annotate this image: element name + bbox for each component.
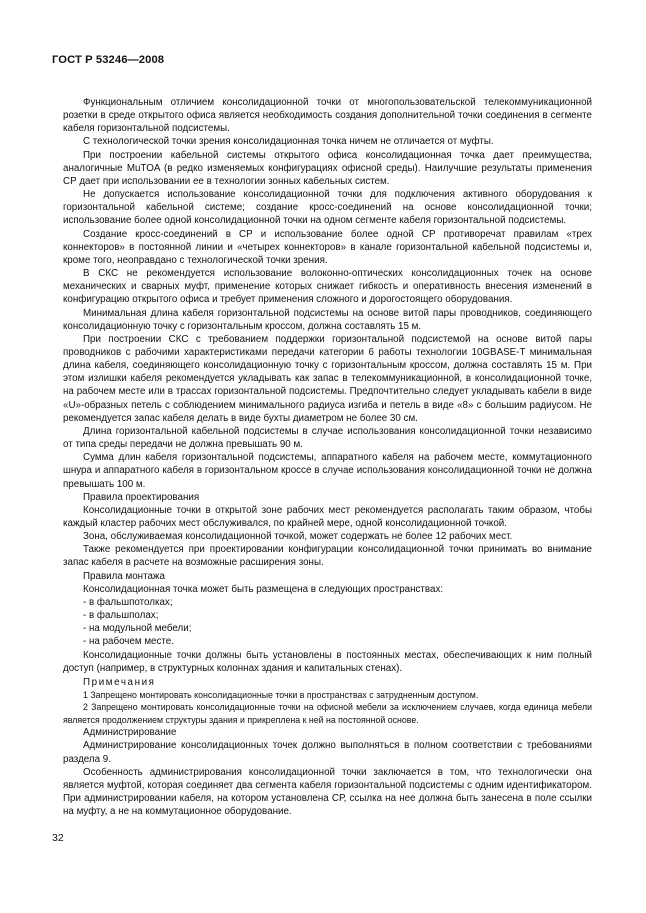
page-number: 32: [52, 832, 64, 844]
note-item: 2 Запрещено монтировать консолидационные точки на офисной мебели за исключением случаев, когда единица мебели является продолжением структуры здания и прикреплена к ней на постоянной основе.: [63, 702, 592, 725]
section-heading-design: Правила проектирования: [83, 491, 200, 503]
paragraph: В СКС не рекомендуется использование волоконно-оптических консолидационных точек на основе механических и сварных муфт, применение которых снижает гибкость и оперативность внесения изменений в конфигурацию открытого офиса и требует применения сложного и дорогостоящего оборудования.: [63, 268, 592, 306]
list-item: - в фальшпотолках;: [83, 596, 173, 608]
paragraph: Длина горизонтальной кабельной подсистемы в случае использования консолидационной точки независимо от типа среды передачи не должна превышать 90 м.: [63, 425, 592, 451]
paragraph: Администрирование консолидационных точек должно выполняться в полном соответствии с требованиями раздела 9.: [63, 740, 592, 765]
paragraph: Сумма длин кабеля горизонтальной подсистемы, аппаратного кабеля на рабочем месте, коммутационного шнура и аппаратного кабеля в горизонтальном кроссе в случае использования консолидационной точки не должна превышать 100 м.: [63, 452, 592, 490]
section-heading-installation: Правила монтажа: [83, 570, 165, 582]
paragraph: Консолидационные точки в открытой зоне рабочих мест рекомендуется располагать таким образом, чтобы каждый кластер рабочих мест обслуживался, по крайней мере, одной консолидационной точкой.: [63, 504, 592, 529]
document-body: [63, 96, 592, 818]
paragraph: Особенность администрирования консолидационной точки заключается в том, что технологически она является муфтой, которая соединяет два сегмента кабеля горизонтальной подсистемы с одним идентификатором. При администрировании кабеля, на котором установлена СР, ссылка на нее должна быть занесена в поле ссылки на муфту, а не на коммутационное оборудование.: [63, 766, 592, 818]
section-heading-administration: Администрирование: [83, 727, 177, 739]
notes-title: Примечания: [83, 676, 156, 688]
paragraph: Создание кросс-соединений в СР и использование более одной СР противоречат правилам «трех коннекторов» в постоянной линии и «четырех коннекторов» в канале горизонтальной кабельной подсистемы и, кроме того, неоправдано с технологической точки зрения.: [63, 228, 592, 266]
document-header: ГОСТ Р 53246—2008: [52, 54, 165, 66]
paragraph: При построении СКС с требованием поддержки горизонтальной подсистемой на основе витой пары проводников с рабочими характеристиками передачи категории 6 работы технологии 10GBASE-T минимальная длина кабеля, соединяющего консолидационную точку с горизонтальным кроссом, должна составлять 15 м. При этом излишки кабеля рекомендуется укладывать как запас в телекоммуникационной, в консолидационной точке, на рабочем месте или в трассах горизонтальной подсистемы. Предпочтительно следует укладывать кабели в виде «U»-образных петель с соблюдением минимального радиуса изгиба и петель в виде «8» с большим радиусом. Не рекомендуется запас кабеля делать в виде бухты диаметром не более 30 см.: [63, 333, 592, 424]
paragraph: Консолидационные точки должны быть установлены в постоянных местах, обеспечивающих к ним полный доступ (например, в структурных колоннах здания и капитальных стенах).: [63, 649, 592, 674]
paragraph: С технологической точки зрения консолидационная точка ничем не отличается от муфты.: [83, 136, 494, 148]
paragraph: Минимальная длина кабеля горизонтальной подсистемы на основе витой пары проводников, соединяющего консолидационную точку с горизонтальным кроссом, должна составлять 15 м.: [63, 307, 592, 332]
paragraph: Консолидационная точка может быть размещена в следующих пространствах:: [83, 583, 444, 595]
paragraph: Зона, обслуживаемая консолидационной точкой, может содержать не более 12 рабочих мест.: [83, 531, 513, 543]
paragraph: При построении кабельной системы открытого офиса консолидационная точка дает преимущества, аналогичные MuTOA (в редко изменяемых конфигурациях офисной среды). Наилучшие результаты применения СР дает при использовании ее в технологии зонных кабельных систем.: [63, 149, 592, 187]
paragraph: Функциональным отличием консолидационной точки от многопользовательской телекоммуникационной розетки в среде открытого офиса является необходимость создания дополнительной точки соединения в сегменте кабеля горизонтальной подсистемы.: [63, 97, 592, 135]
paragraph: Не допускается использование консолидационной точки для подключения активного оборудования к горизонтальной кабельной системе; создание кросс-соединений на основе консолидационной точки; использование более одной консолидационной точки на одном сегменте кабеля горизонтальной подсистемы.: [63, 189, 592, 227]
list-item: - на рабочем месте.: [83, 636, 174, 648]
paragraph: Также рекомендуется при проектировании конфигурации консолидационной точки принимать во внимание запас кабеля в расчете на возможные расширения зоны.: [63, 544, 592, 569]
list-item: - в фальшполах;: [83, 610, 159, 622]
list-item: - на модульной мебели;: [83, 623, 192, 635]
note-item: 1 Запрещено монтировать консолидационные точки в пространствах с затрудненным доступом.: [83, 690, 479, 701]
